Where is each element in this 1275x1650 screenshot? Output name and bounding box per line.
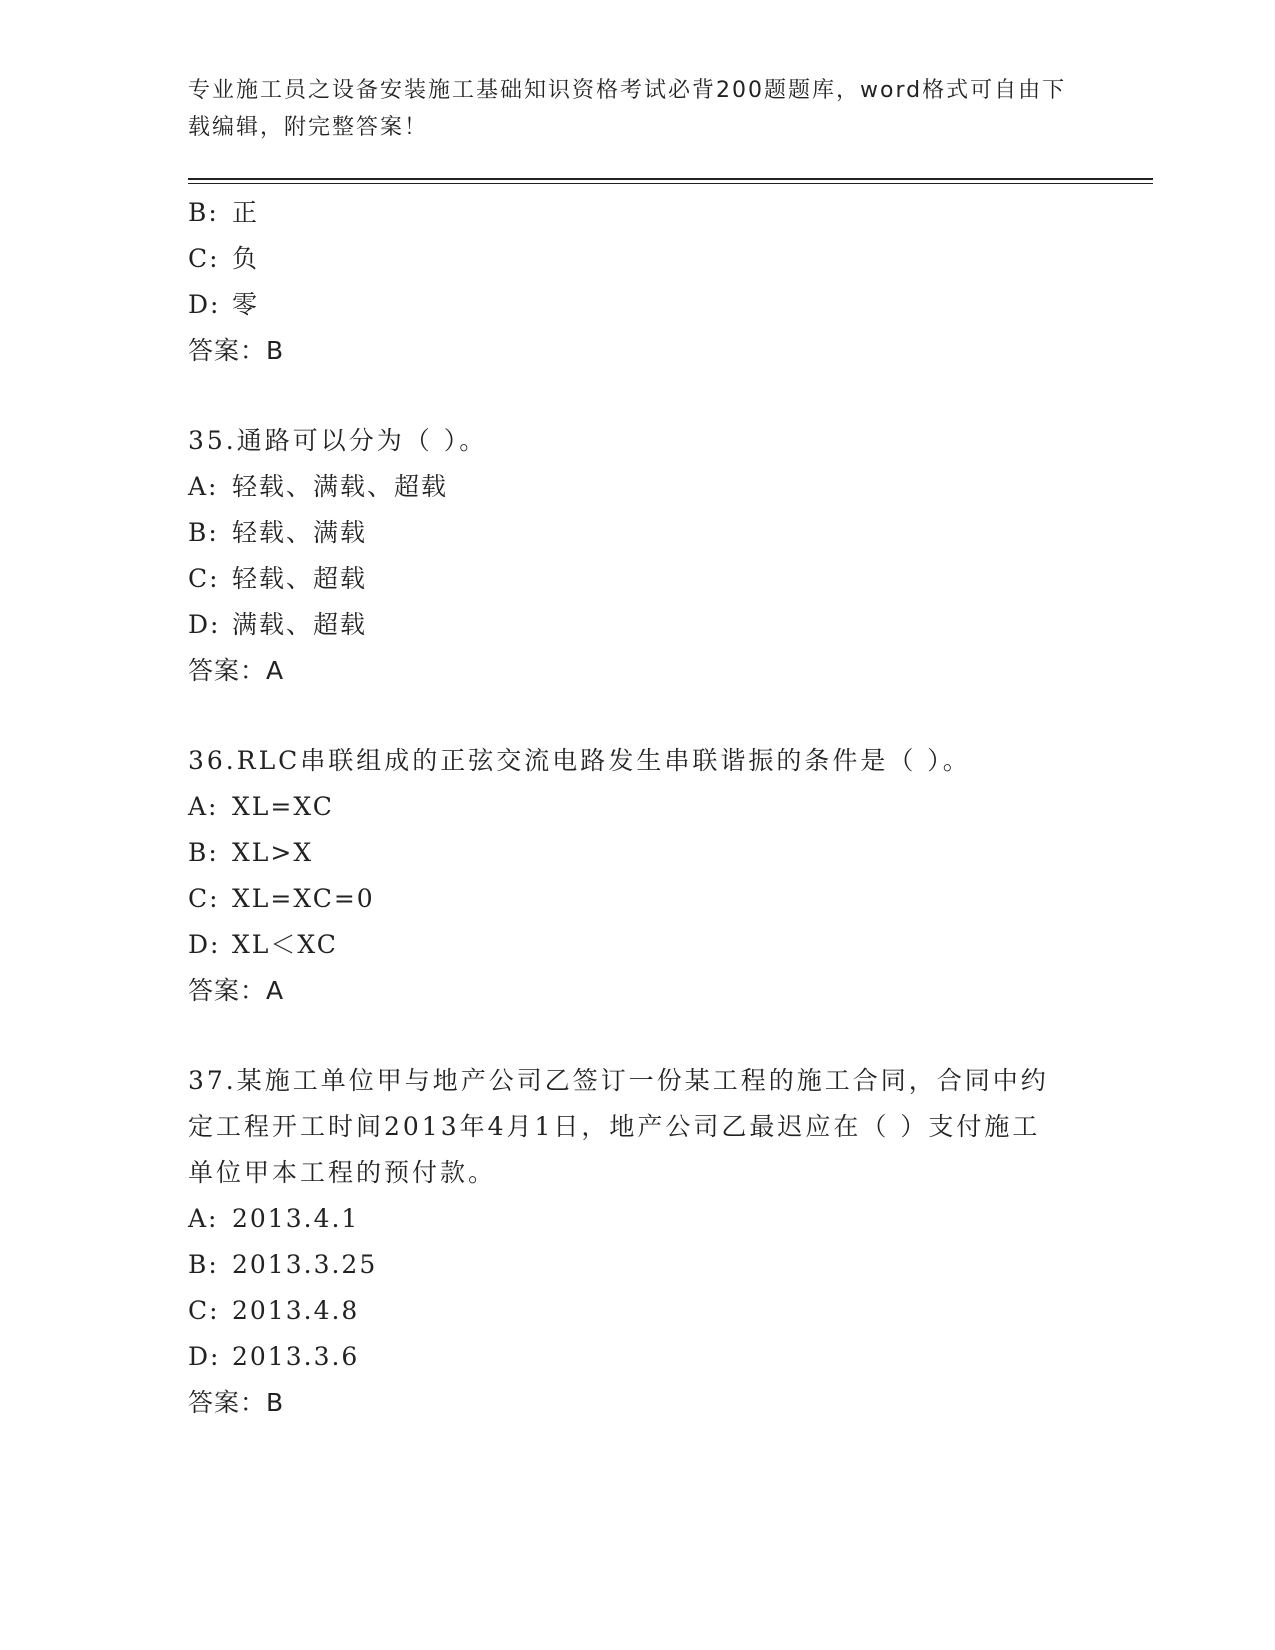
answer-line: 答案：A: [188, 976, 285, 1005]
option-d: [188, 282, 1088, 328]
question-34: [188, 190, 1088, 374]
question-stem: 36.RLC串联组成的正弦交流电路发生串联谐振的条件是（ ）。: [188, 746, 971, 775]
question-stem: 37.某施工单位甲与地产公司乙签订一份某工程的施工合同，合同中约定工程开工时间2013年4月1日，地产公司乙最迟应在（ ）支付施工单位甲本工程的预付款。: [188, 1066, 1049, 1187]
option-b: [188, 830, 1088, 876]
option-b: [188, 190, 1088, 236]
option-text: XL＜XC: [232, 930, 338, 959]
option-letter: D:: [188, 1342, 221, 1371]
option-text: 2013.4.1: [232, 1204, 360, 1233]
option-letter: C:: [188, 1296, 220, 1325]
page-header-title: 专业施工员之设备安装施工基础知识资格考试必背200题题库，word格式可自由下载编辑，附完整答案！: [188, 78, 1067, 140]
option-letter: C:: [188, 244, 220, 273]
option-c: [188, 556, 1088, 602]
option-b: [188, 1242, 1088, 1288]
option-text: 轻载、满载: [232, 518, 368, 547]
answer-line: 答案：B: [188, 336, 285, 365]
option-d: [188, 1334, 1088, 1380]
option-c: [188, 1288, 1088, 1334]
option-letter: D:: [188, 290, 221, 319]
option-letter: A:: [188, 792, 219, 821]
question-stem: 35.通路可以分为（ ）。: [188, 426, 488, 455]
option-letter: B:: [188, 198, 219, 227]
question-37: [188, 1058, 1088, 1426]
option-d: [188, 602, 1088, 648]
option-a: [188, 464, 1088, 510]
document-body: [188, 190, 1088, 1426]
header-divider: [188, 178, 1153, 184]
option-text: XL>X: [232, 838, 314, 867]
option-letter: B:: [188, 1250, 219, 1279]
answer-line: 答案：A: [188, 656, 285, 685]
option-text: XL=XC: [232, 792, 334, 821]
option-letter: D:: [188, 930, 221, 959]
option-c: [188, 236, 1088, 282]
spacer: [188, 1014, 1088, 1058]
option-a: [188, 784, 1088, 830]
option-text: 负: [232, 244, 260, 273]
question-35: [188, 418, 1088, 694]
option-text: 轻载、超载: [232, 564, 368, 593]
option-text: 2013.3.6: [232, 1342, 360, 1371]
option-d: [188, 922, 1088, 968]
option-letter: A:: [188, 472, 219, 501]
option-letter: C:: [188, 564, 220, 593]
option-letter: B:: [188, 518, 219, 547]
question-36: [188, 738, 1088, 1014]
option-text: 2013.3.25: [232, 1250, 378, 1279]
option-letter: A:: [188, 1204, 219, 1233]
option-text: 2013.4.8: [232, 1296, 360, 1325]
option-text: 正: [232, 198, 260, 227]
option-letter: B:: [188, 838, 219, 867]
option-text: 满载、超载: [232, 610, 368, 639]
option-text: 零: [232, 290, 260, 319]
option-b: [188, 510, 1088, 556]
option-text: XL=XC=0: [232, 884, 375, 913]
option-a: [188, 1196, 1088, 1242]
spacer: [188, 374, 1088, 418]
option-letter: C:: [188, 884, 220, 913]
option-letter: D:: [188, 610, 221, 639]
option-c: [188, 876, 1088, 922]
option-text: 轻载、满载、超载: [232, 472, 449, 501]
answer-line: 答案：B: [188, 1388, 285, 1417]
spacer: [188, 694, 1088, 738]
